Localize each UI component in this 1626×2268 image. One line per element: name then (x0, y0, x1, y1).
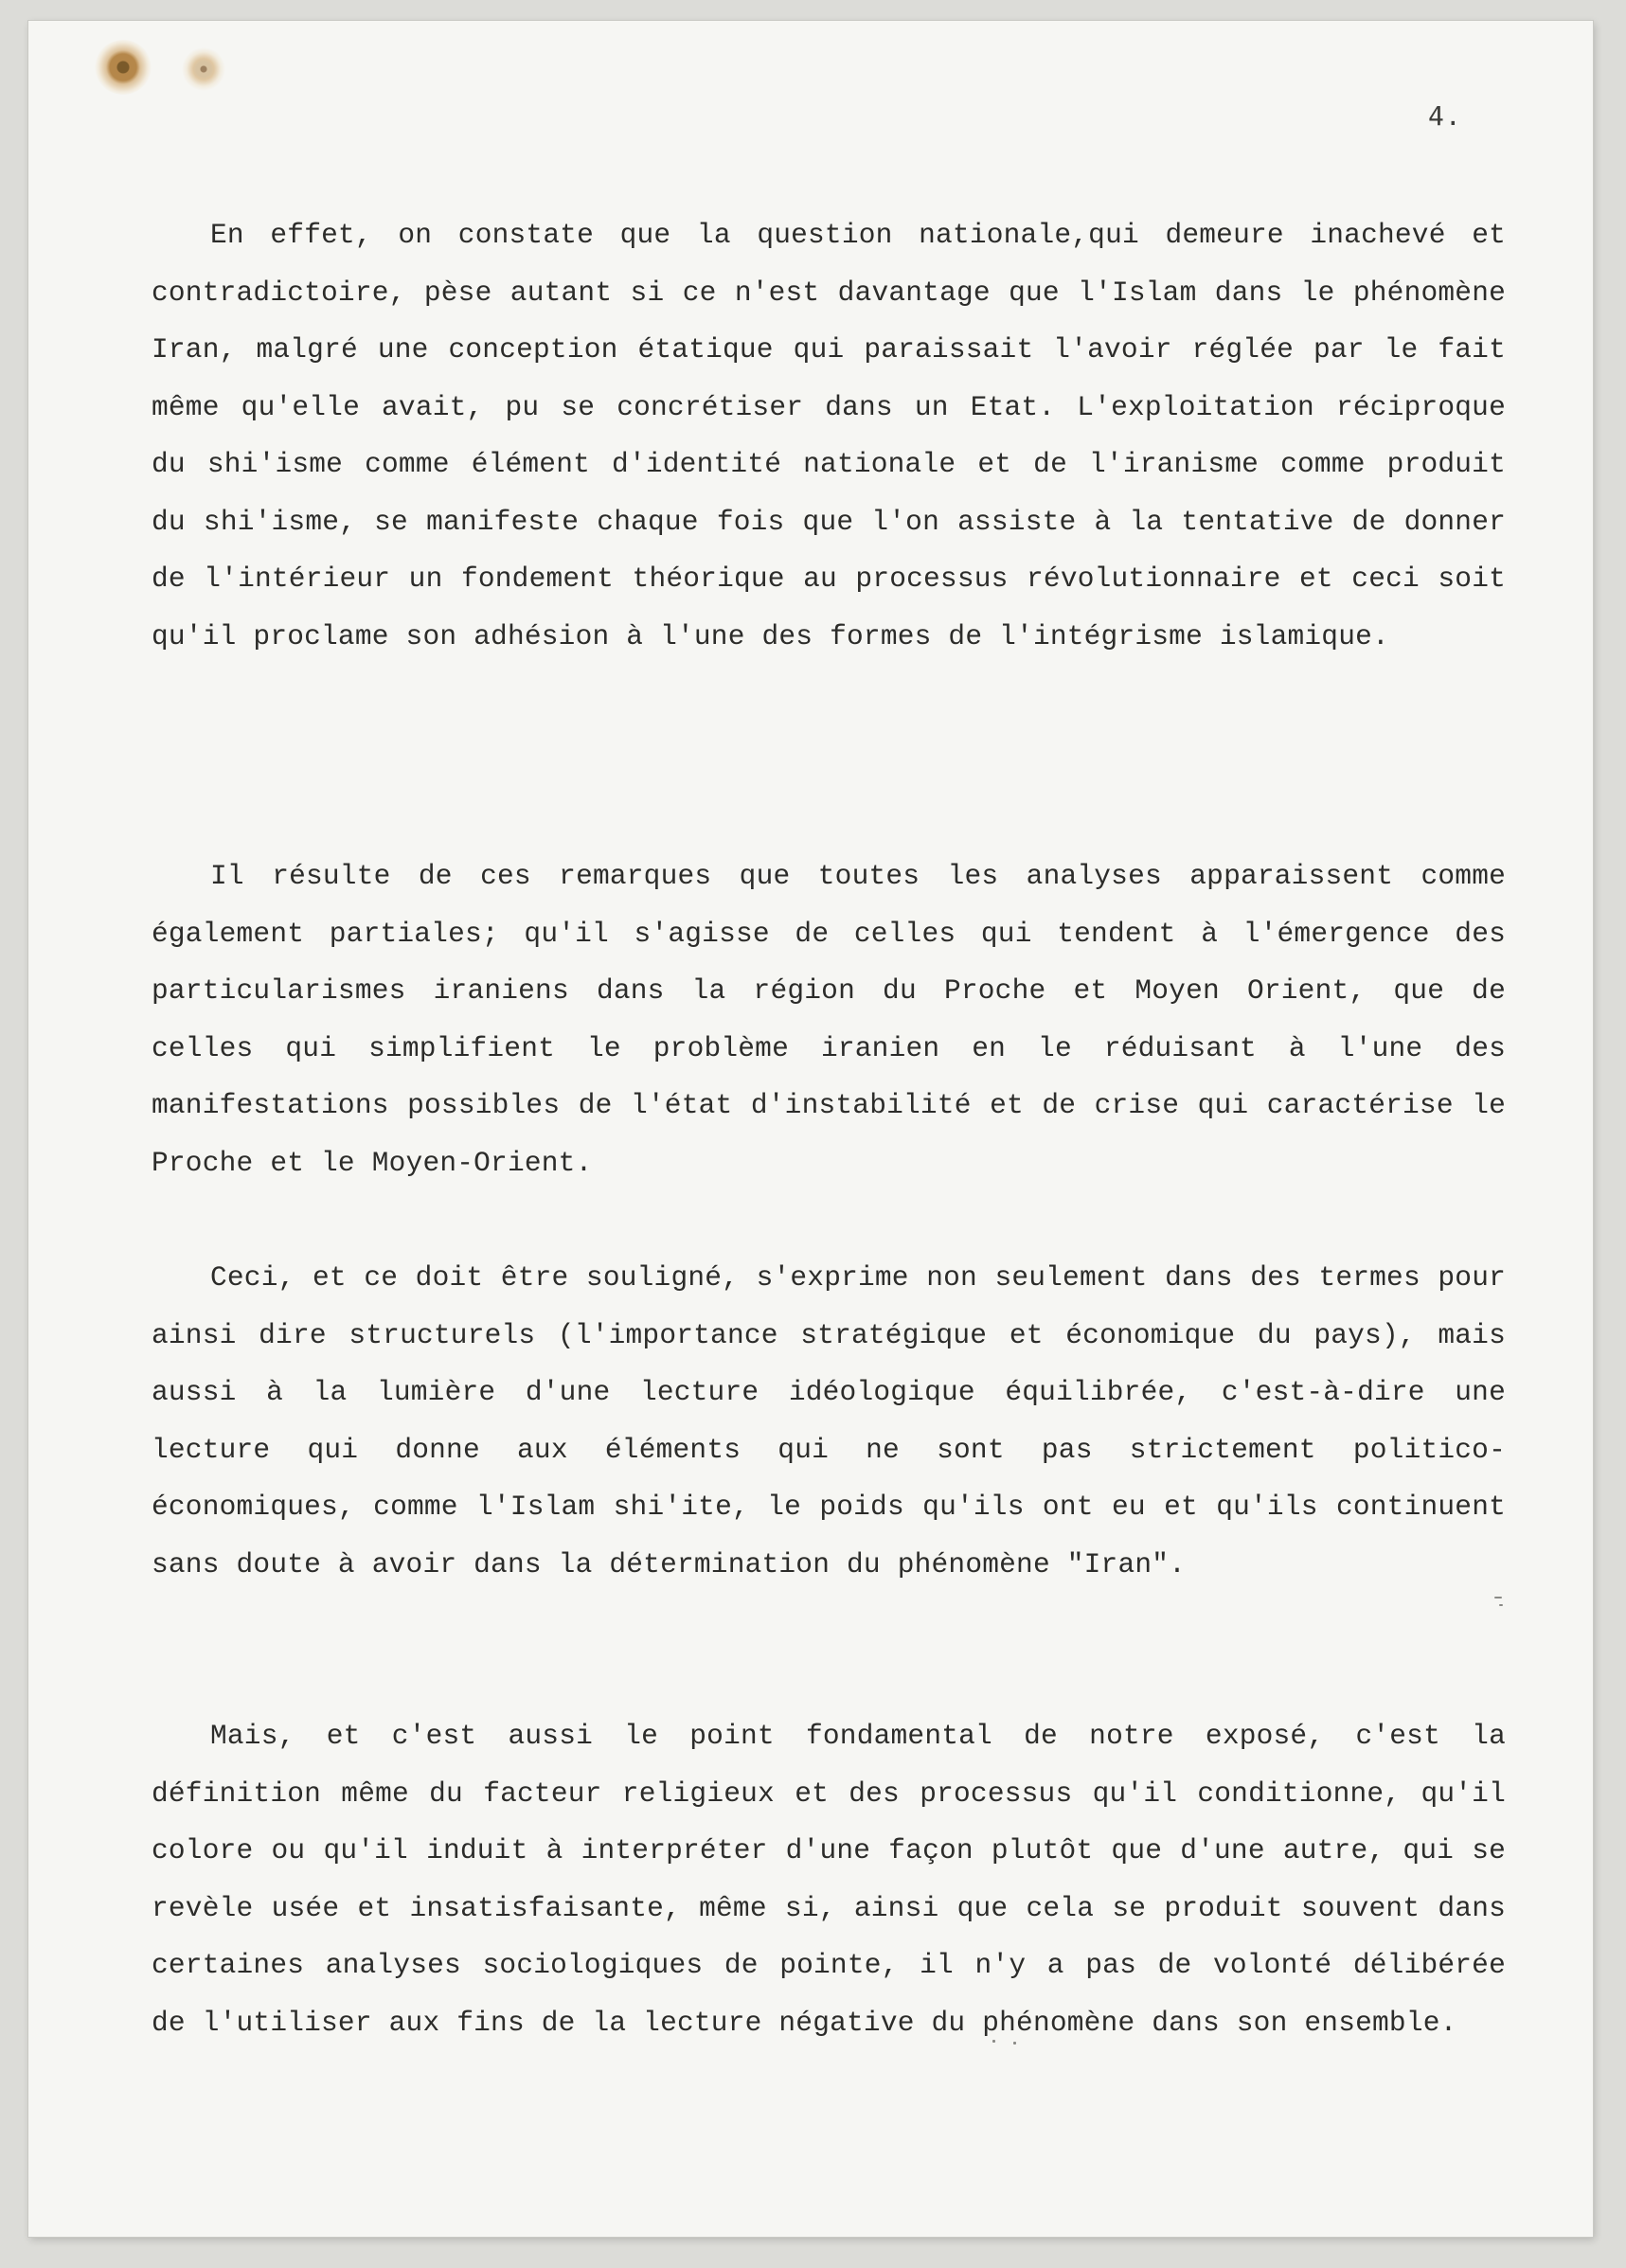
paper-speck (1013, 2042, 1016, 2045)
paragraph-1: En effet, on constate que la question nationale,qui demeure inachevé et contradictoire, pèse autant si ce n'est davantage que l'Islam dans le phénomène Iran, malgré une conception étatique qui paraissait l'avoir réglée par le fait même qu'elle avait, pu se concrétiser dans un Etat. L'exploitation réciproque du shi'isme comme élément d'identité nationale et de l'iranisme comme produit du shi'isme, se manifeste chaque fois que l'on assiste à la tentative de donner de l'intérieur un fondement théorique au processus révolutionnaire et ceci soit qu'il proclame son adhésion à l'une des formes de l'intégrisme islamique. (152, 219, 1506, 652)
paper-speck (992, 2040, 995, 2043)
page-number: 4. (1428, 100, 1462, 132)
paragraph-2: Il résulte de ces remarques que toutes les analyses apparaissent comme également partiales; qu'il s'agisse de celles qui tendent à l'émergence des particularismes iraniens dans la région du Proche et Moyen Orient, que de celles qui simplifient le problème iranien en le réduisant à l'une des manifestations possibles de l'état d'instabilité et de crise qui caractérise le Proche et le Moyen-Orient. (152, 860, 1506, 1179)
paper-speck (1494, 1597, 1502, 1598)
paragraph-3: Ceci, et ce doit être souligné, s'exprime non seulement dans des termes pour ainsi dire structurels (l'importance stratégique et économique du pays), mais aussi à la lumière d'une lecture idéologique équilibrée, c'est-à-dire une lecture qui donne aux éléments qui ne sont pas strictement politico-économiques, comme l'Islam shi'ite, le poids qu'ils ont eu et qu'ils continuent sans doute à avoir dans la détermination du phénomène "Iran". (152, 1261, 1506, 1580)
rust-stain (182, 47, 225, 91)
typewritten-page (28, 21, 1593, 2237)
paragraph-4: Mais, et c'est aussi le point fondamental de notre exposé, c'est la définition même du facteur religieux et des processus qu'il conditionne, qu'il colore ou qu'il induit à interpréter d'une façon plutôt que d'une autre, qui se revèle usée et insatisfaisante, même si, ainsi que cela se produit souvent dans certaines analyses sociologiques de pointe, il n'y a pas de volonté délibérée de l'utiliser aux fins de la lecture négative du phénomène dans son ensemble. (152, 1720, 1506, 2039)
paper-speck (1499, 1604, 1503, 1606)
rust-stain (95, 40, 152, 95)
